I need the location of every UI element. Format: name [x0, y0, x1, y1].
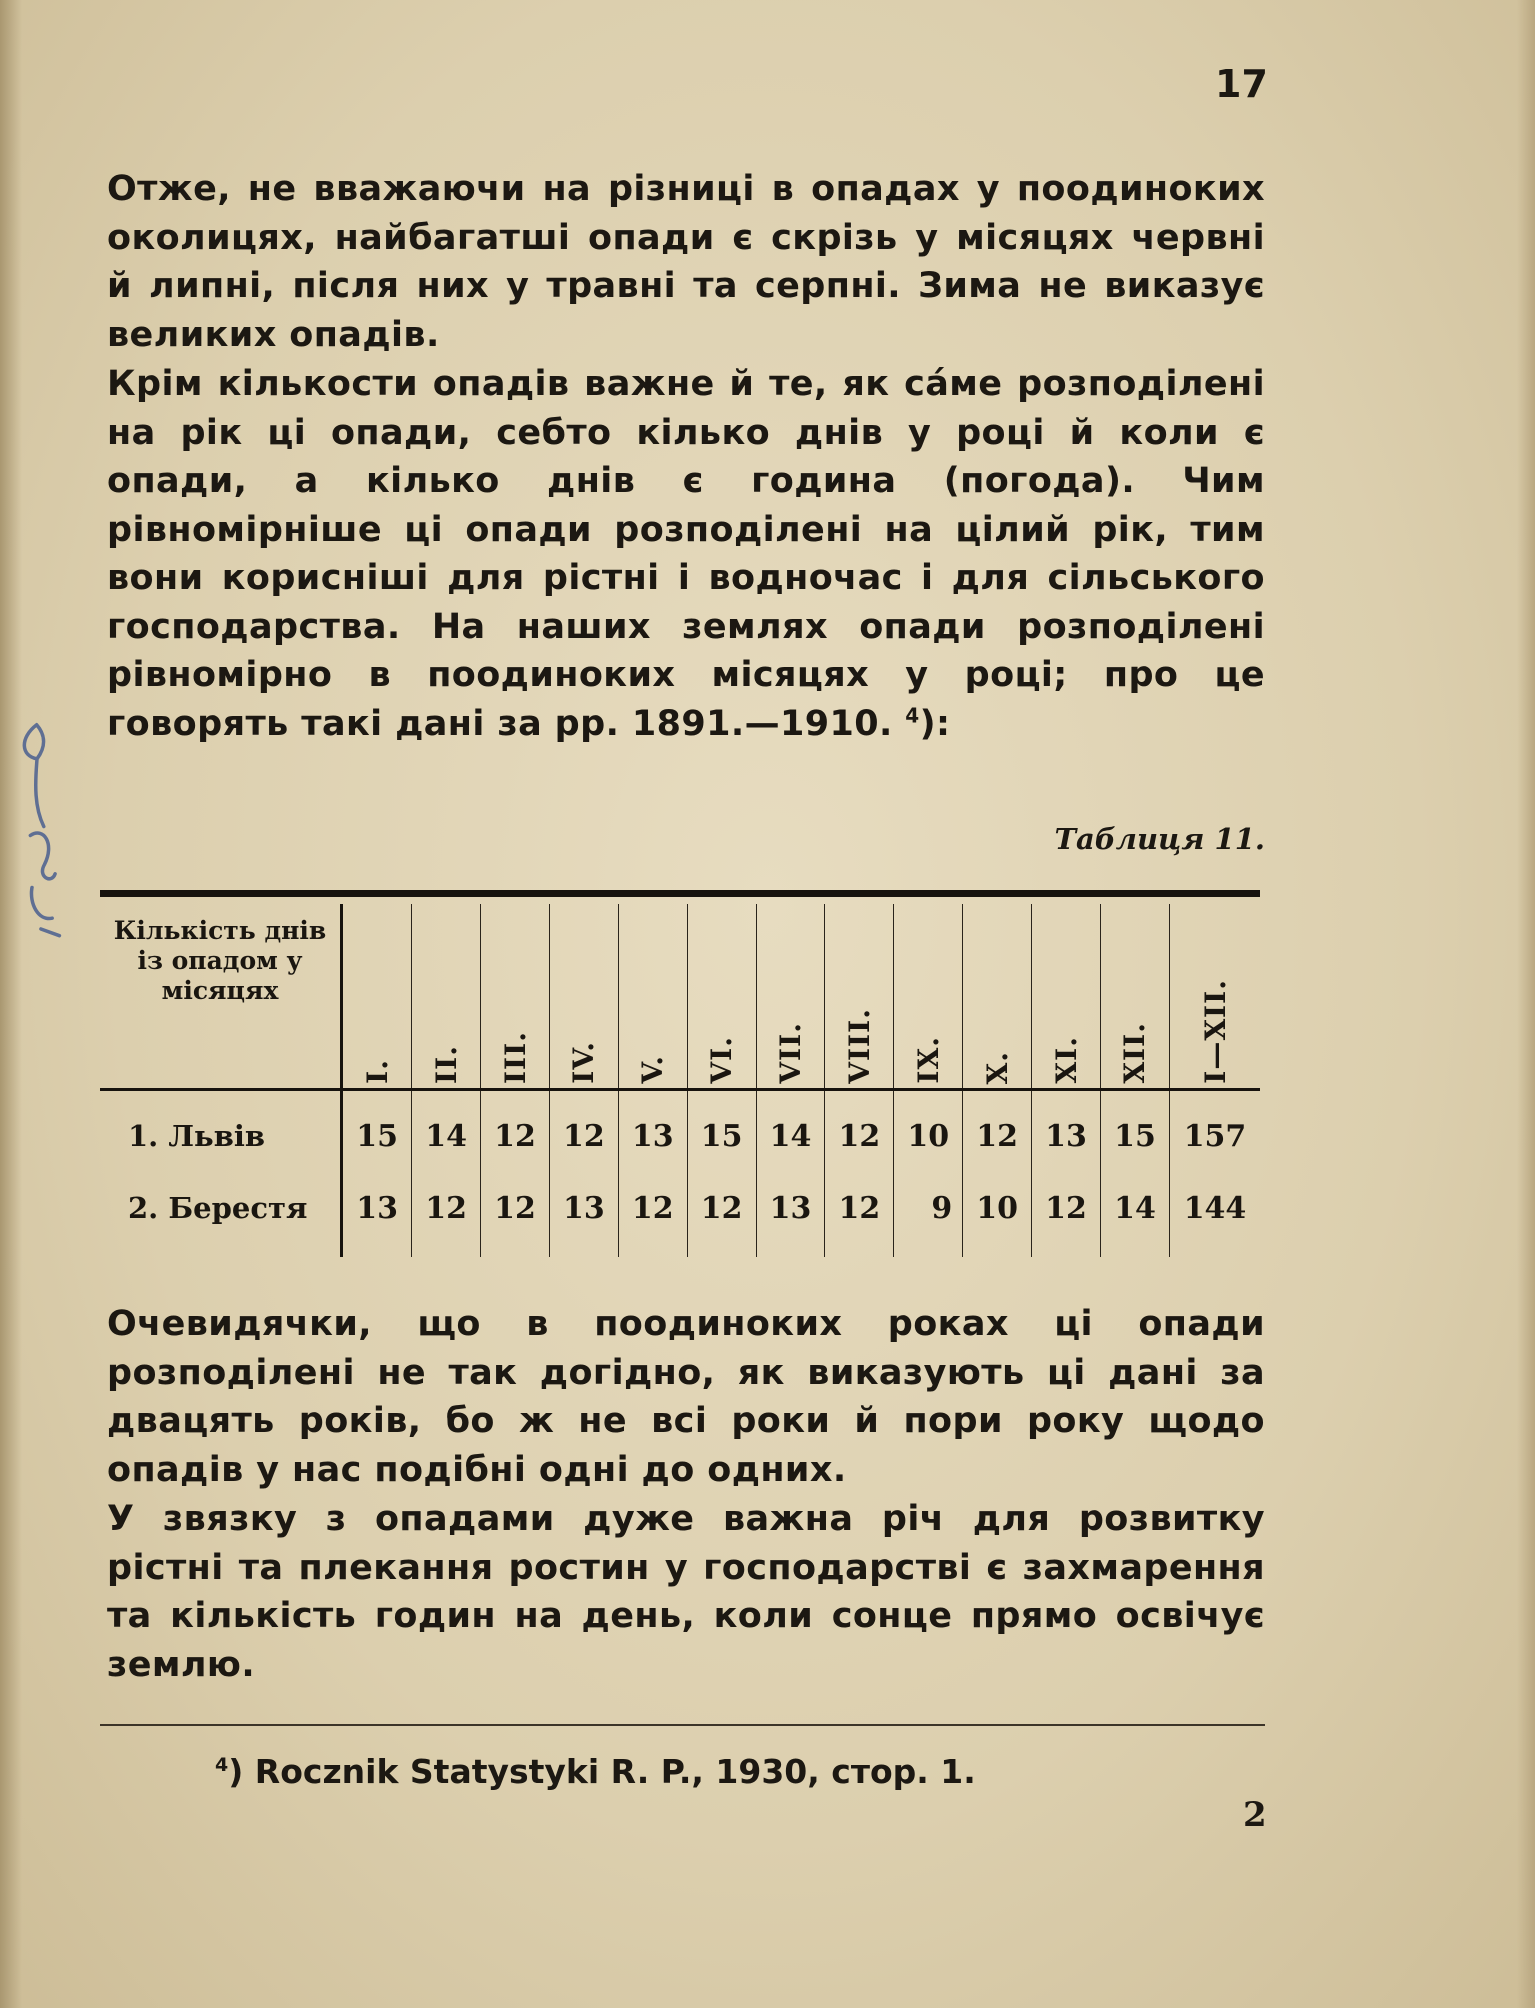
table-cell: 12	[481, 1171, 550, 1257]
table-row	[100, 1171, 1260, 1257]
month-header	[412, 904, 481, 1090]
paragraph-3: Очевидячки, що в поодиноких роках ці опади розподілені не так догідно, як виказують ці дані за двацять років, бо ж не всі роки й пори року щодо опадів у нас подібні одні до одних.	[107, 1304, 1265, 1490]
table-header-row	[100, 904, 1260, 1090]
table-top-rule	[100, 890, 1260, 897]
table-cell: 10	[894, 1090, 963, 1172]
paragraph-2-text: Крім кількости опадів важне й те, як са́ме розподілені на рік ці опади, себто кілько днів у році й коли є опади, а кілько днів є година (погода). Чим рівномірніше ці опади розподілені на цілий рік, тим вони корисніші для рістні і водночас і для сільського господарства. На наших землях опади розподілені рівномірно в поодиноких місяцях у році; про це говорять такі дані за рр. 1891.—1910.	[107, 364, 1265, 744]
month-header-label: X.	[980, 1050, 1014, 1084]
month-header-label: V.	[636, 1055, 670, 1084]
footnote-text: ) Rocznik Statystyki R. P., 1930, стор. 1.	[228, 1752, 976, 1791]
table-cell: 12	[1032, 1171, 1101, 1257]
month-header	[342, 904, 412, 1090]
month-header-label: III.	[498, 1030, 532, 1084]
paragraph-2-tail: ):	[919, 703, 951, 744]
table-cell: 12	[963, 1090, 1032, 1172]
total-cell: 157	[1170, 1090, 1261, 1172]
month-header	[963, 904, 1032, 1090]
table-cell: 13	[342, 1171, 412, 1257]
table-cell: 15	[687, 1090, 756, 1172]
month-header	[894, 904, 963, 1090]
footnote-marker: 4	[215, 1754, 229, 1776]
page-number: 17	[1215, 62, 1268, 106]
total-cell: 144	[1170, 1171, 1261, 1257]
month-header	[618, 904, 687, 1090]
month-header	[756, 904, 825, 1090]
month-header-label: II.	[429, 1045, 463, 1084]
paragraph-4: У звязку з опадами дуже важна річ для розвитку рістні та плекання ростин у господарстві є захмарення та кількість годин на день, коли сонце прямо освічує землю.	[107, 1499, 1265, 1685]
table-cell: 14	[412, 1090, 481, 1172]
month-header-label: IV.	[567, 1041, 601, 1084]
paragraph-1: Отже, не вважаючи на різниці в опадах у поодиноких околицях, найбагатші опади є скрізь у місяцях червні й липні, після них у травні та серпні. Зима не виказує великих опадів.	[107, 169, 1265, 355]
city-name: 1. Львів	[100, 1090, 342, 1172]
month-header-label: XI.	[1049, 1036, 1083, 1084]
total-header	[1170, 904, 1261, 1090]
month-header-label: I.	[360, 1059, 394, 1084]
month-header-label: VI.	[705, 1036, 739, 1084]
precipitation-table	[100, 890, 1260, 1257]
month-header-label: IX.	[911, 1036, 945, 1084]
table-cell: 12	[549, 1090, 618, 1172]
table-cell: 13	[549, 1171, 618, 1257]
month-header-label: XII.	[1118, 1022, 1152, 1084]
signature-number: 2	[1243, 1795, 1267, 1835]
table-cell: 10	[963, 1171, 1032, 1257]
table-cell: 12	[687, 1171, 756, 1257]
table-cell: 13	[1032, 1090, 1101, 1172]
footnote-divider	[100, 1724, 1265, 1726]
total-header-label: I—XII.	[1198, 979, 1232, 1084]
table-cell: 13	[756, 1171, 825, 1257]
table-caption: Таблиця 11.	[1054, 822, 1265, 856]
month-header	[1100, 904, 1169, 1090]
footnote-reference: 4	[905, 702, 920, 727]
page-left-edge	[0, 0, 22, 2008]
month-header-label: VIII.	[842, 1008, 876, 1084]
table-cell: 15	[342, 1090, 412, 1172]
month-header	[825, 904, 894, 1090]
data-table	[100, 904, 1260, 1257]
table-cell: 15	[1100, 1090, 1169, 1172]
table-header-label: Кількість днів із опадом у місяцях	[100, 904, 342, 1090]
table-cell: 12	[618, 1171, 687, 1257]
month-header	[1032, 904, 1101, 1090]
month-header	[687, 904, 756, 1090]
city-name: 2. Берестя	[100, 1171, 342, 1257]
table-cell: 12	[825, 1090, 894, 1172]
month-header-label: VII.	[774, 1022, 808, 1084]
table-row	[100, 1090, 1260, 1172]
month-header	[549, 904, 618, 1090]
table-cell: 12	[412, 1171, 481, 1257]
paragraph-2	[107, 360, 1265, 748]
table-cell: 12	[825, 1171, 894, 1257]
table-cell: 9	[894, 1171, 963, 1257]
table-cell: 13	[618, 1090, 687, 1172]
table-cell: 14	[756, 1090, 825, 1172]
table-cell: 12	[481, 1090, 550, 1172]
footnote	[215, 1752, 976, 1791]
table-cell: 14	[1100, 1171, 1169, 1257]
page-right-edge	[1517, 0, 1535, 2008]
month-header	[481, 904, 550, 1090]
